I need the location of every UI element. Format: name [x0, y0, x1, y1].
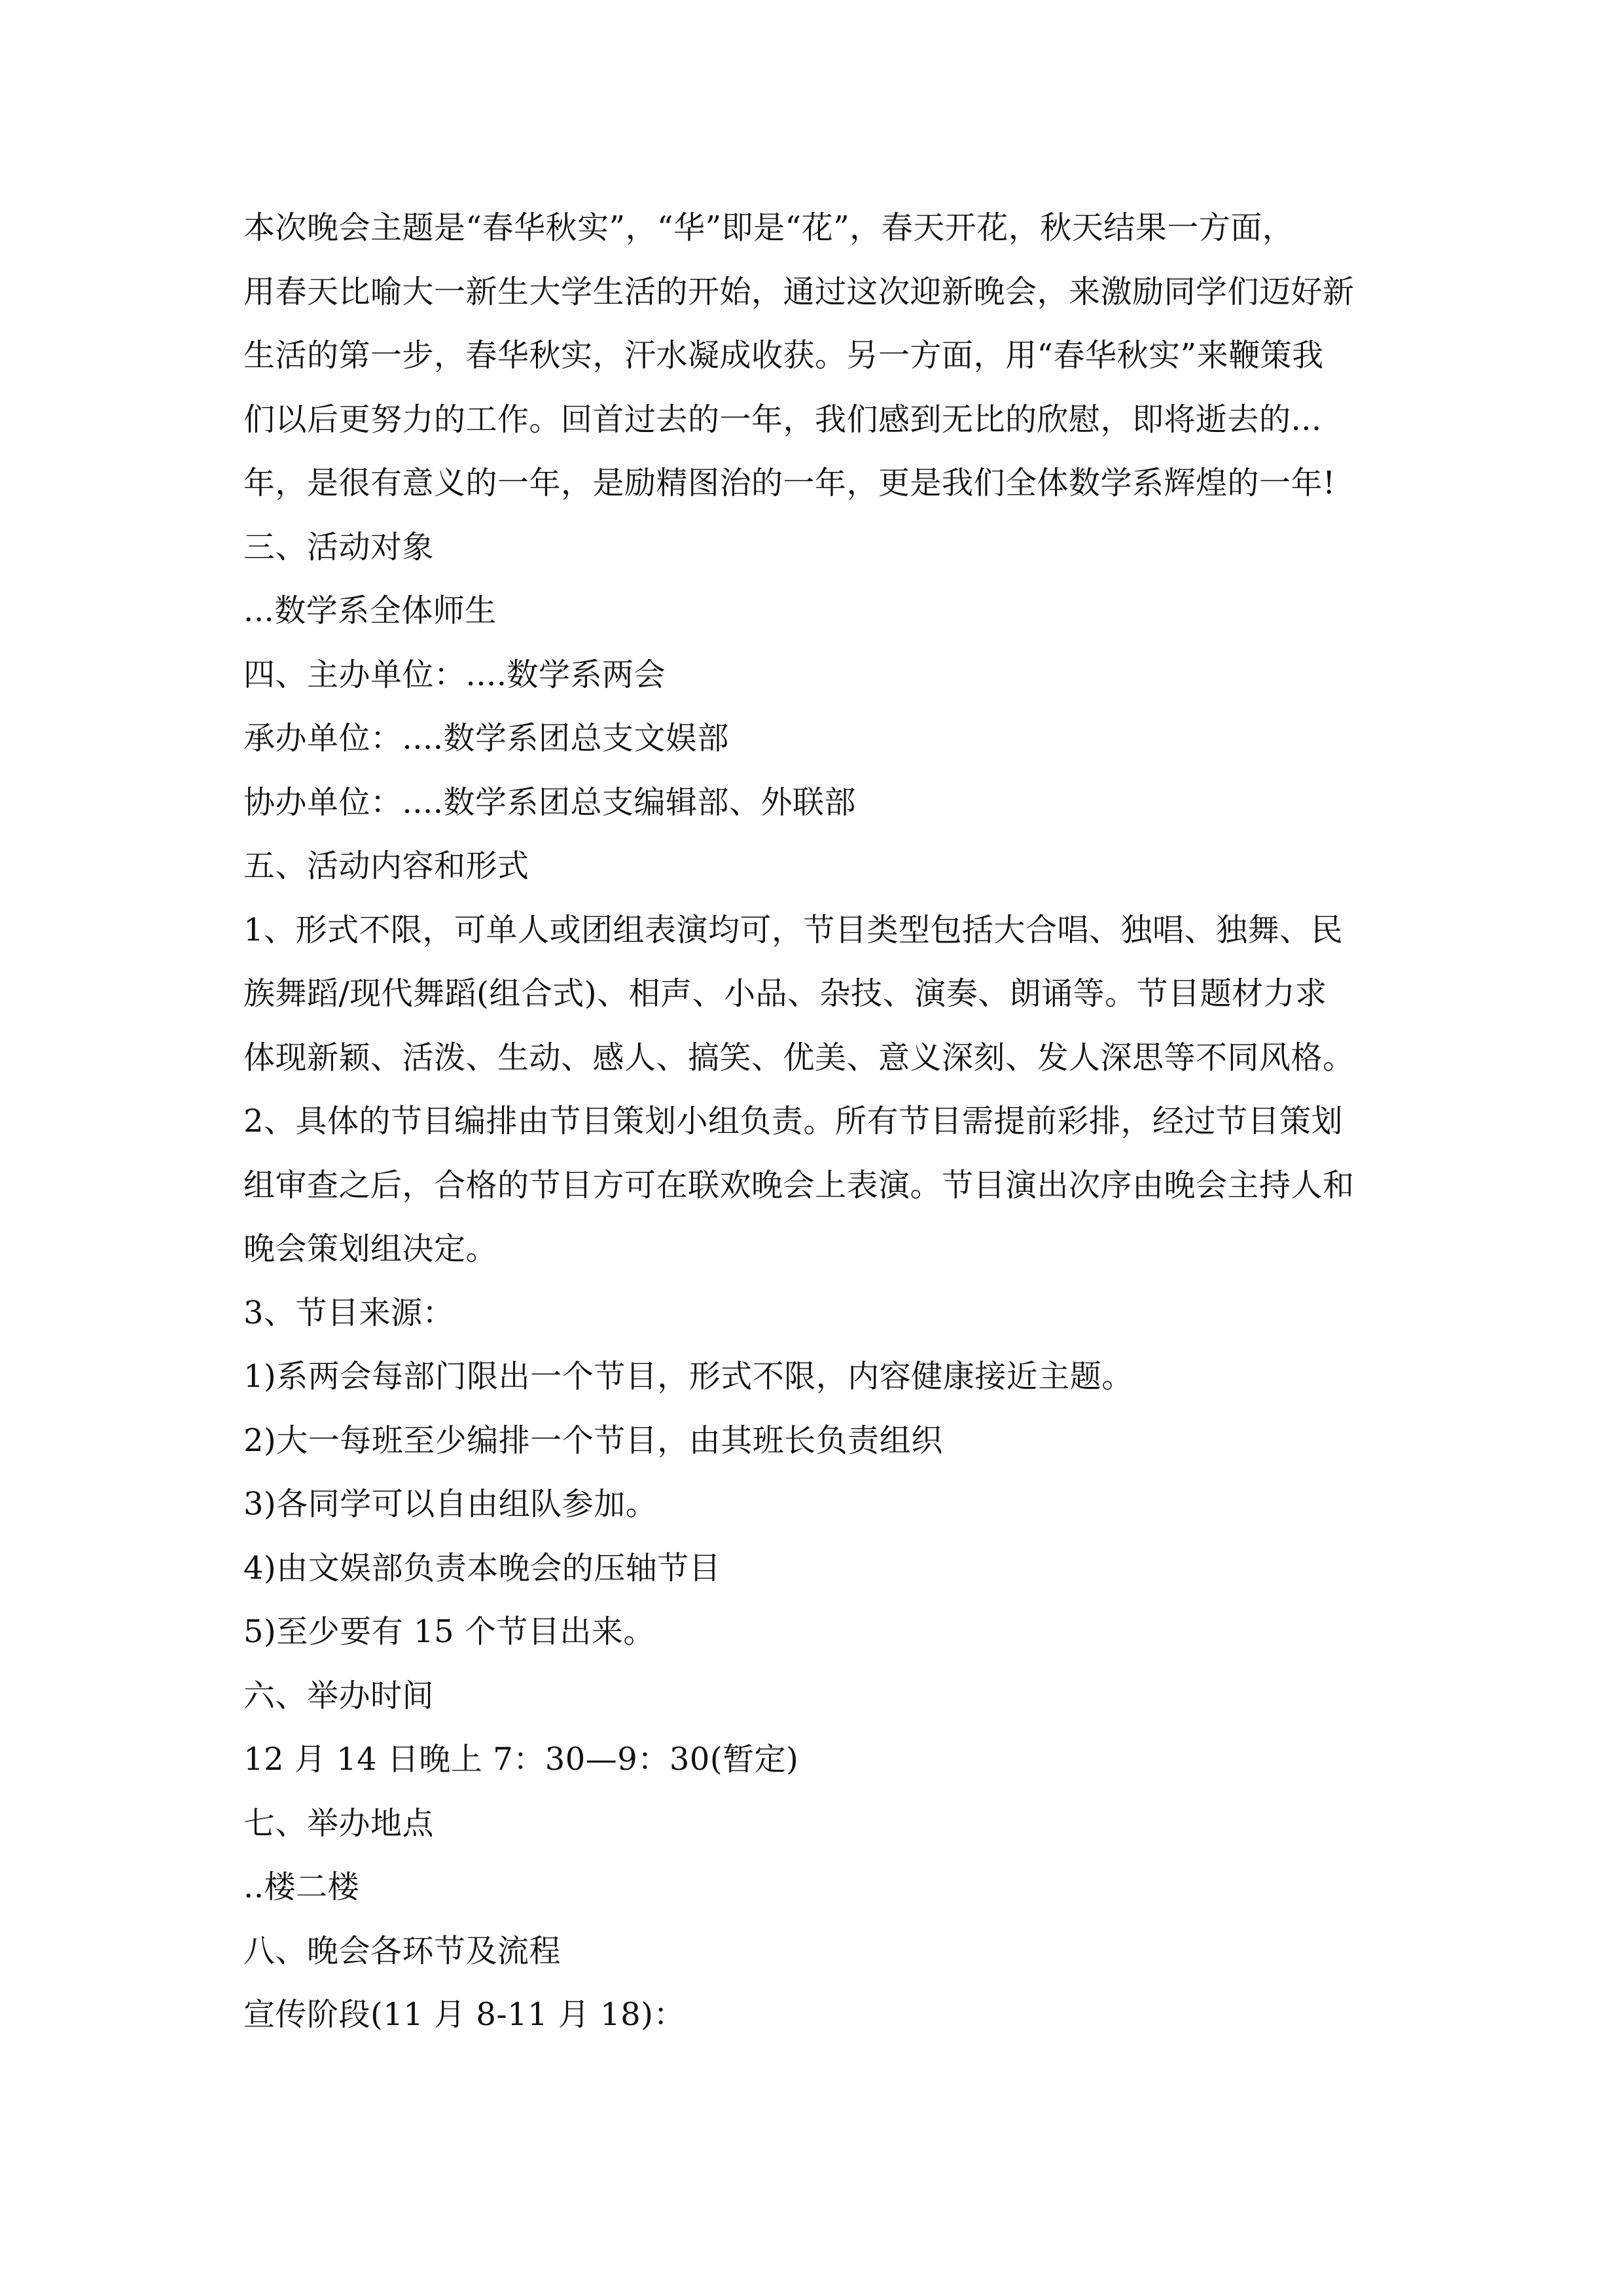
paragraph-line: 年，是很有意义的一年，是励精图治的一年，更是我们全体数学系辉煌的一年! [243, 465, 1336, 501]
list-item: 2)大一每班至少编排一个节目，由其班长负责组织 [243, 1422, 943, 1459]
paragraph-line: 宣传阶段(11 月 8-11 月 18)： [243, 1996, 685, 2033]
paragraph-line: 族舞蹈/现代舞蹈(组合式)、相声、小品、杂技、演奏、朗诵等。节目题材力求 [243, 975, 1327, 1012]
list-item: 4)由文娱部负责本晚会的压轴节目 [243, 1549, 721, 1587]
paragraph-line: 晚会策划组决定。 [243, 1230, 498, 1267]
paragraph-line: ...数学系全体师生 [243, 592, 497, 629]
section-heading: 六、举办时间 [243, 1677, 435, 1714]
paragraph-line: 3、节目来源： [243, 1294, 455, 1331]
section-heading: 七、举办地点 [243, 1804, 435, 1842]
section-heading: 四、主办单位：....数学系两会 [243, 656, 666, 693]
list-item: 5)至少要有 15 个节目出来。 [243, 1613, 655, 1650]
paragraph-line: 们以后更努力的工作。回首过去的一年，我们感到无比的欣慰，即将逝去的... [243, 401, 1322, 438]
section-heading: 八、晚会各环节及流程 [243, 1932, 562, 1969]
paragraph-line: 用春天比喻大一新生大学生活的开始，通过这次迎新晚会，来激励同学们迈好新 [243, 273, 1355, 310]
paragraph-line: 承办单位：....数学系团总支文娱部 [243, 720, 730, 757]
paragraph-line: 生活的第一步，春华秋实，汗水凝成收获。另一方面，用“春华秋实”来鞭策我 [243, 337, 1324, 374]
section-heading: 五、活动内容和形式 [243, 848, 529, 884]
paragraph-line: 协办单位：....数学系团总支编辑部、外联部 [243, 783, 857, 821]
paragraph-line: 2、具体的节目编排由节目策划小组负责。所有节目需提前彩排，经过节目策划 [243, 1103, 1344, 1139]
paragraph-line: 12 月 14 日晚上 7：30—9：30(暂定) [243, 1741, 799, 1778]
paragraph-line: ..楼二楼 [243, 1869, 360, 1905]
document-body [243, 196, 1395, 2047]
list-item: 3)各同学可以自由组队参加。 [243, 1486, 658, 1522]
paragraph-line: 组审查之后，合格的节目方可在联欢晚会上表演。节目演出次序由晚会主持人和 [243, 1166, 1355, 1204]
paragraph-line: 1、形式不限，可单人或团组表演均可，节目类型包括大合唱、独唱、独舞、民 [243, 911, 1344, 948]
section-heading: 三、活动对象 [243, 528, 435, 565]
list-item: 1)系两会每部门限出一个节目，形式不限，内容健康接近主题。 [243, 1358, 1133, 1395]
paragraph-line: 体现新颖、活泼、生动、感人、搞笑、优美、意义深刻、发人深思等不同风格。 [243, 1039, 1355, 1076]
paragraph-line: 本次晚会主题是“春华秋实”，“华”即是“花”，春天开花，秋天结果一方面， [243, 209, 1294, 246]
